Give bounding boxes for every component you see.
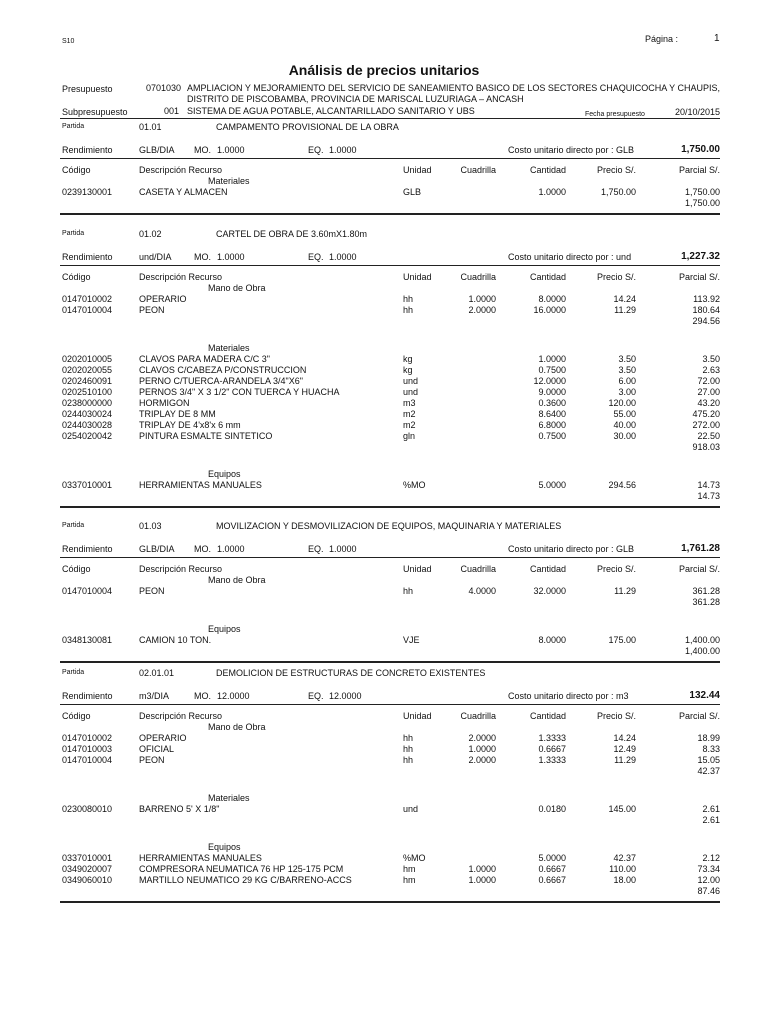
resource-precio: 55.00 — [613, 409, 636, 419]
resource-cuadrilla: 1.0000 — [468, 864, 496, 874]
resource-unit: %MO — [403, 853, 426, 863]
col-header-cuadrilla: Cuadrilla — [460, 711, 496, 721]
resource-parcial: 8.33 — [702, 744, 720, 754]
resource-parcial: 12.00 — [697, 875, 720, 885]
col-header-codigo: Código — [62, 564, 91, 574]
costo-value: 132.44 — [689, 690, 720, 701]
eq-value: 12.0000 — [329, 691, 362, 701]
resource-parcial: 2.61 — [702, 804, 720, 814]
resource-code: 0348130081 — [62, 635, 113, 645]
resource-parcial: 43.20 — [697, 398, 720, 408]
mo-label: MO. — [194, 691, 211, 701]
resource-code: 0244030028 — [62, 420, 113, 430]
resource-unit: hh — [403, 733, 414, 743]
report-code: S10 — [62, 38, 75, 45]
resource-parcial: 22.50 — [697, 431, 720, 441]
fecha-label: Fecha presupuesto — [585, 111, 645, 118]
col-header-parcial: Parcial S/. — [678, 272, 720, 282]
resource-precio: 18.00 — [613, 875, 636, 885]
partida-name: DEMOLICION DE ESTRUCTURAS DE CONCRETO EXISTENTES — [216, 668, 486, 678]
resource-parcial: 272.00 — [692, 420, 720, 430]
resource-code: 0147010003 — [62, 744, 113, 754]
resource-description: PEON — [139, 305, 165, 315]
resource-code: 0349020007 — [62, 864, 113, 874]
col-header-parcial: Parcial S/. — [678, 711, 720, 721]
resource-parcial: 180.64 — [692, 305, 720, 315]
group-subtotal: 1,750.00 — [684, 198, 720, 208]
eq-value: 1.0000 — [329, 145, 357, 155]
resource-unit: kg — [403, 365, 413, 375]
presupuesto-code: 0701030 — [146, 83, 182, 93]
rendimiento-divider — [60, 704, 720, 705]
mo-label: MO. — [194, 252, 211, 262]
resource-code: 0147010002 — [62, 294, 113, 304]
rendimiento-divider — [60, 557, 720, 558]
group-title: Equipos — [208, 842, 241, 852]
resource-code: 0147010004 — [62, 305, 113, 315]
costo-label: Costo unitario directo por : und — [508, 252, 632, 262]
resource-precio: 14.24 — [613, 733, 636, 743]
resource-description: HERRAMIENTAS MANUALES — [139, 480, 262, 490]
col-header-precio: Precio S/. — [596, 165, 636, 175]
costo-label: Costo unitario directo por : m3 — [508, 691, 629, 701]
resource-cantidad: 9.0000 — [538, 387, 566, 397]
resource-description: OFICIAL — [139, 744, 175, 754]
resource-parcial: 2.12 — [702, 853, 720, 863]
resource-cuadrilla: 2.0000 — [468, 755, 496, 765]
resource-precio: 6.00 — [618, 376, 636, 386]
group-subtotal: 1,400.00 — [684, 646, 720, 656]
eq-value: 1.0000 — [329, 544, 357, 554]
resource-description: CASETA Y ALMACEN — [139, 187, 228, 197]
resource-cantidad: 0.7500 — [538, 365, 566, 375]
col-header-cantidad: Cantidad — [529, 272, 566, 282]
rendimiento-unit: m3/DIA — [139, 691, 170, 701]
resource-parcial: 73.34 — [697, 864, 720, 874]
resource-unit: GLB — [403, 187, 422, 197]
resource-parcial: 72.00 — [697, 376, 720, 386]
resource-code: 0202010005 — [62, 354, 113, 364]
rendimiento-divider — [60, 158, 720, 159]
resource-parcial: 27.00 — [697, 387, 720, 397]
resource-description: BARRENO 5' X 1/8" — [139, 804, 220, 814]
resource-parcial: 2.63 — [702, 365, 720, 375]
eq-label: EQ. — [308, 691, 324, 701]
col-header-unidad: Unidad — [403, 564, 432, 574]
resource-cuadrilla: 1.0000 — [468, 875, 496, 885]
col-header-cuadrilla: Cuadrilla — [460, 564, 496, 574]
resource-precio: 14.24 — [613, 294, 636, 304]
costo-label: Costo unitario directo por : GLB — [508, 145, 635, 155]
partida-name: CAMPAMENTO PROVISIONAL DE LA OBRA — [216, 122, 399, 132]
group-title: Equipos — [208, 624, 241, 634]
resource-unit: %MO — [403, 480, 426, 490]
costo-value: 1,761.28 — [681, 543, 720, 554]
group-subtotal: 87.46 — [697, 886, 720, 896]
resource-description: PERNOS 3/4" X 3 1/2" CON TUERCA Y HUACHA — [139, 387, 340, 397]
rendimiento-label: Rendimiento — [62, 544, 113, 554]
resource-cuadrilla: 4.0000 — [468, 586, 496, 596]
resource-parcial: 15.05 — [697, 755, 720, 765]
resource-code: 0147010002 — [62, 733, 113, 743]
resource-description: MARTILLO NEUMATICO 29 KG C/BARRENO-ACCS — [139, 875, 352, 885]
rendimiento-label: Rendimiento — [62, 252, 113, 262]
resource-unit: und — [403, 804, 419, 814]
resource-code: 0147010004 — [62, 586, 113, 596]
partida-code: 01.03 — [139, 521, 162, 531]
resource-code: 0349060010 — [62, 875, 113, 885]
resource-cantidad: 8.6400 — [538, 409, 566, 419]
resource-parcial: 18.99 — [697, 733, 720, 743]
resource-cantidad: 12.0000 — [533, 376, 566, 386]
fecha-value: 20/10/2015 — [674, 107, 720, 117]
resource-precio: 30.00 — [613, 431, 636, 441]
group-title: Mano de Obra — [208, 722, 266, 732]
resource-unit: m3 — [403, 398, 416, 408]
resource-precio: 11.29 — [614, 305, 636, 315]
resource-cuadrilla: 2.0000 — [468, 305, 496, 315]
resource-description: PERNO C/TUERCA-ARANDELA 3/4"X6" — [139, 376, 303, 386]
eq-value: 1.0000 — [329, 252, 357, 262]
resource-unit: hh — [403, 755, 414, 765]
partida-end-divider — [60, 506, 720, 508]
resource-cuadrilla: 2.0000 — [468, 733, 496, 743]
rendimiento-unit: GLB/DIA — [139, 544, 175, 554]
resource-code: 0202460091 — [62, 376, 113, 386]
col-header-descripcion: Descripción Recurso — [139, 165, 223, 175]
resource-precio: 12.49 — [613, 744, 636, 754]
resource-description: COMPRESORA NEUMATICA 76 HP 125-175 PCM — [139, 864, 344, 874]
mo-value: 12.0000 — [217, 691, 250, 701]
eq-label: EQ. — [308, 544, 324, 554]
resource-precio: 145.00 — [608, 804, 636, 814]
resource-cantidad: 1.0000 — [538, 187, 566, 197]
partida-name: CARTEL DE OBRA DE 3.60mX1.80m — [216, 229, 368, 239]
resource-code: 0202020055 — [62, 365, 113, 375]
subpresupuesto-name: SISTEMA DE AGUA POTABLE, ALCANTARILLADO SANITARIO Y UBS — [187, 106, 475, 116]
resource-cantidad: 1.3333 — [538, 755, 566, 765]
partida-name: MOVILIZACION Y DESMOVILIZACION DE EQUIPOS, MAQUINARIA Y MATERIALES — [216, 521, 562, 531]
resource-cantidad: 6.8000 — [538, 420, 566, 430]
partida-label: Partida — [62, 669, 85, 676]
resource-precio: 294.56 — [608, 480, 636, 490]
resource-cantidad: 0.6667 — [538, 864, 566, 874]
resource-cantidad: 5.0000 — [538, 853, 566, 863]
header-divider — [60, 118, 720, 119]
resource-cuadrilla: 1.0000 — [468, 294, 496, 304]
subpresupuesto-label: Subpresupuesto — [62, 107, 128, 117]
resource-description: CLAVOS PARA MADERA C/C 3" — [139, 354, 270, 364]
resource-cantidad: 0.3600 — [538, 398, 566, 408]
resource-code: 0254020042 — [62, 431, 113, 441]
resource-unit: hh — [403, 305, 414, 315]
col-header-codigo: Código — [62, 711, 91, 721]
col-header-cantidad: Cantidad — [529, 564, 566, 574]
resource-description: PEON — [139, 586, 165, 596]
col-header-unidad: Unidad — [403, 165, 432, 175]
resource-precio: 110.00 — [609, 864, 636, 874]
resource-code: 0337010001 — [62, 853, 113, 863]
col-header-parcial: Parcial S/. — [678, 564, 720, 574]
resource-cantidad: 0.6667 — [538, 744, 566, 754]
resource-description: HORMIGON — [139, 398, 190, 408]
mo-value: 1.0000 — [217, 145, 245, 155]
resource-precio: 42.37 — [613, 853, 636, 863]
partida-code: 02.01.01 — [139, 668, 175, 678]
resource-cuadrilla: 1.0000 — [468, 744, 496, 754]
col-header-cuadrilla: Cuadrilla — [460, 272, 496, 282]
col-header-unidad: Unidad — [403, 272, 432, 282]
col-header-descripcion: Descripción Recurso — [139, 564, 223, 574]
resource-unit: VJE — [403, 635, 420, 645]
partida-end-divider — [60, 661, 720, 663]
resource-code: 0147010004 — [62, 755, 113, 765]
resource-cantidad: 1.0000 — [538, 354, 566, 364]
resource-cantidad: 0.6667 — [538, 875, 566, 885]
col-header-precio: Precio S/. — [596, 564, 636, 574]
rendimiento-unit: und/DIA — [139, 252, 172, 262]
resource-precio: 3.50 — [618, 365, 636, 375]
resource-parcial: 475.20 — [692, 409, 720, 419]
resource-cantidad: 8.0000 — [538, 294, 566, 304]
resource-precio: 11.29 — [614, 755, 636, 765]
resource-cantidad: 16.0000 — [533, 305, 566, 315]
mo-value: 1.0000 — [217, 544, 245, 554]
col-header-precio: Precio S/. — [596, 711, 636, 721]
resource-cantidad: 8.0000 — [538, 635, 566, 645]
resource-unit: m2 — [403, 420, 416, 430]
col-header-unidad: Unidad — [403, 711, 432, 721]
partida-label: Partida — [62, 123, 85, 130]
resource-code: 0230080010 — [62, 804, 113, 814]
mo-label: MO. — [194, 145, 211, 155]
resource-precio: 3.00 — [618, 387, 636, 397]
resource-unit: m2 — [403, 409, 416, 419]
resource-unit: und — [403, 376, 419, 386]
rendimiento-divider — [60, 265, 720, 266]
costo-label: Costo unitario directo por : GLB — [508, 544, 635, 554]
resource-cantidad: 32.0000 — [533, 586, 566, 596]
resource-description: HERRAMIENTAS MANUALES — [139, 853, 262, 863]
col-header-cuadrilla: Cuadrilla — [460, 165, 496, 175]
resource-unit: und — [403, 387, 419, 397]
mo-label: MO. — [194, 544, 211, 554]
resource-code: 0239130001 — [62, 187, 113, 197]
col-header-descripcion: Descripción Recurso — [139, 272, 223, 282]
resource-parcial: 113.92 — [693, 294, 720, 304]
resource-parcial: 1,400.00 — [684, 635, 720, 645]
resource-description: TRIPLAY DE 8 MM — [139, 409, 216, 419]
resource-code: 0244030024 — [62, 409, 113, 419]
page-label: Página : — [645, 34, 679, 44]
group-title: Materiales — [208, 176, 250, 186]
resource-unit: kg — [403, 354, 413, 364]
resource-parcial: 3.50 — [702, 354, 720, 364]
eq-label: EQ. — [308, 252, 324, 262]
resource-unit: hh — [403, 744, 414, 754]
group-title: Materiales — [208, 793, 250, 803]
group-subtotal: 361.28 — [692, 597, 720, 607]
resource-code: 0202510100 — [62, 387, 113, 397]
resource-description: TRIPLAY DE 4'x8'x 6 mm — [139, 420, 241, 430]
presupuesto-line1: AMPLIACION Y MEJORAMIENTO DEL SERVICIO DE SANEAMIENTO BASICO DE LOS SECTORES CHAQUICOCHA Y CHAUPIS, — [187, 83, 720, 93]
resource-precio: 120.00 — [608, 398, 636, 408]
resource-code: 0238000000 — [62, 398, 113, 408]
resource-unit: hh — [403, 586, 414, 596]
col-header-precio: Precio S/. — [596, 272, 636, 282]
partida-label: Partida — [62, 522, 85, 529]
costo-value: 1,750.00 — [681, 144, 720, 155]
resource-parcial: 14.73 — [697, 480, 720, 490]
partida-end-divider — [60, 213, 720, 215]
col-header-parcial: Parcial S/. — [678, 165, 720, 175]
partida-code: 01.01 — [139, 122, 162, 132]
eq-label: EQ. — [308, 145, 324, 155]
rendimiento-label: Rendimiento — [62, 691, 113, 701]
resource-unit: hm — [403, 864, 416, 874]
resource-cantidad: 5.0000 — [538, 480, 566, 490]
subpresupuesto-code: 001 — [164, 106, 180, 116]
resource-precio: 1,750.00 — [600, 187, 636, 197]
rendimiento-label: Rendimiento — [62, 145, 113, 155]
col-header-codigo: Código — [62, 165, 91, 175]
partida-end-divider — [60, 901, 720, 903]
resource-description: PEON — [139, 755, 165, 765]
col-header-cantidad: Cantidad — [529, 711, 566, 721]
group-subtotal: 294.56 — [692, 316, 720, 326]
resource-precio: 175.00 — [608, 635, 636, 645]
group-subtotal: 2.61 — [702, 815, 720, 825]
page-title: Análisis de precios unitarios — [288, 62, 480, 78]
resource-unit: hm — [403, 875, 416, 885]
col-header-codigo: Código — [62, 272, 91, 282]
col-header-descripcion: Descripción Recurso — [139, 711, 223, 721]
group-title: Equipos — [208, 469, 241, 479]
costo-value: 1,227.32 — [681, 251, 720, 262]
resource-parcial: 361.28 — [692, 586, 720, 596]
resource-unit: gln — [403, 431, 416, 441]
resource-description: PINTURA ESMALTE SINTETICO — [139, 431, 273, 441]
group-title: Materiales — [208, 343, 250, 353]
resource-precio: 11.29 — [614, 586, 636, 596]
rendimiento-unit: GLB/DIA — [139, 145, 175, 155]
resource-description: CLAVOS C/CABEZA P/CONSTRUCCION — [139, 365, 307, 375]
resource-precio: 40.00 — [613, 420, 636, 430]
resource-code: 0337010001 — [62, 480, 113, 490]
presupuesto-label: Presupuesto — [62, 84, 113, 94]
group-subtotal: 14.73 — [697, 491, 720, 501]
group-title: Mano de Obra — [208, 283, 266, 293]
resource-description: CAMION 10 TON. — [139, 635, 212, 645]
group-subtotal: 42.37 — [697, 766, 720, 776]
partida-code: 01.02 — [139, 229, 162, 239]
mo-value: 1.0000 — [217, 252, 245, 262]
presupuesto-line2: DISTRITO DE PISCOBAMBA, PROVINCIA DE MARISCAL LUZURIAGA – ANCASH — [187, 94, 524, 104]
partida-label: Partida — [62, 230, 85, 237]
resource-cantidad: 0.7500 — [538, 431, 566, 441]
resource-cantidad: 1.3333 — [538, 733, 566, 743]
page-number: 1 — [714, 33, 720, 44]
resource-unit: hh — [403, 294, 414, 304]
resource-parcial: 1,750.00 — [684, 187, 720, 197]
resource-precio: 3.50 — [618, 354, 636, 364]
resource-description: OPERARIO — [139, 294, 187, 304]
group-title: Mano de Obra — [208, 575, 266, 585]
group-subtotal: 918.03 — [692, 442, 720, 452]
col-header-cantidad: Cantidad — [529, 165, 566, 175]
resource-cantidad: 0.0180 — [538, 804, 566, 814]
resource-description: OPERARIO — [139, 733, 187, 743]
